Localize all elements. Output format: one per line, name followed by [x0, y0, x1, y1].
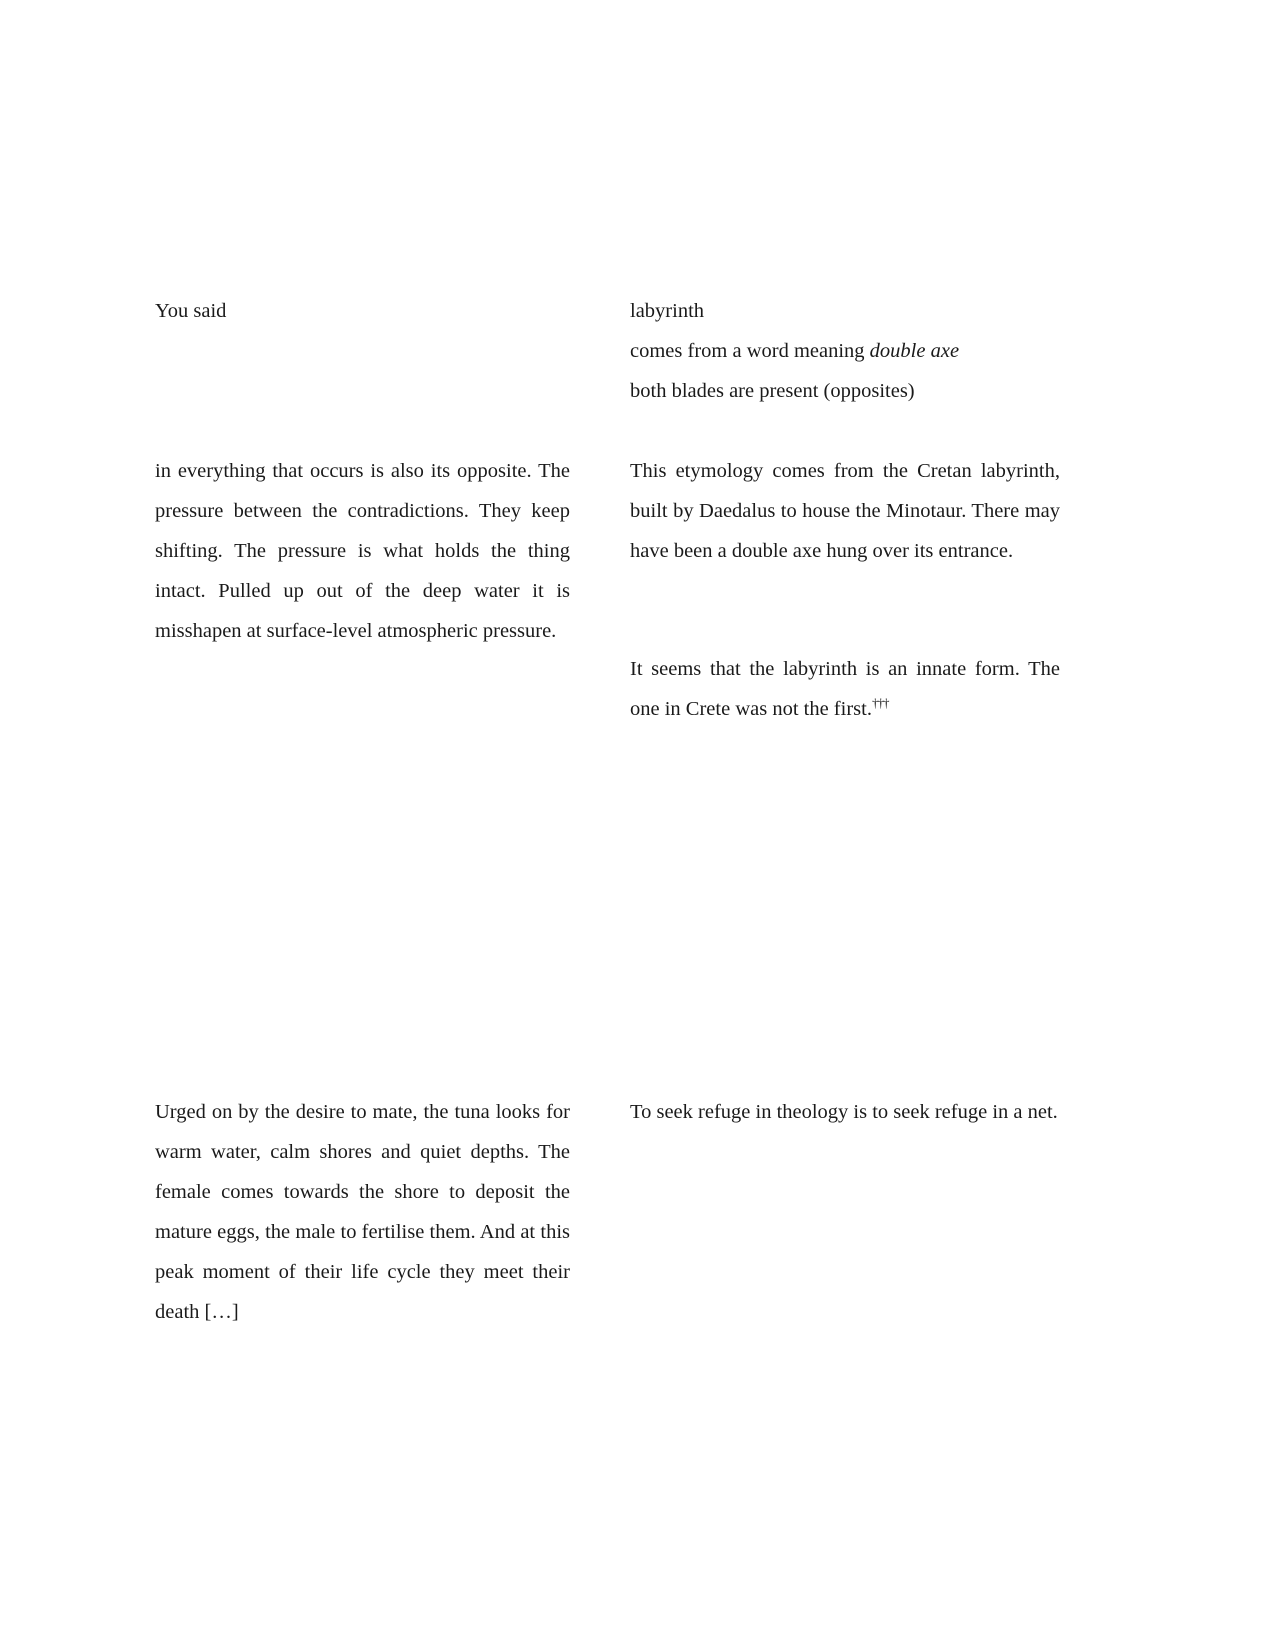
paragraph-etymology: This etymology comes from the Cretan labyrinth, built by Daedalus to house the Minotaur. There may have been a double axe hung over its entrance.	[630, 460, 1060, 562]
paragraph-tuna: Urged on by the desire to mate, the tuna looks for warm water, calm shores and quiet depths. The female comes towards the shore to deposit the mature eggs, the male to fertilise them. And at this peak moment of their life cycle they meet their death […]	[155, 1101, 570, 1323]
paragraph-pressure: in everything that occurs is also its opposite. The pressure between the contradictions. They keep shifting. The pressure is what holds the thing intact. Pulled up out of the deep water it is misshapen at surface-level atmospheric pressure.	[155, 460, 570, 642]
footnote-marker-daggers: †††	[871, 695, 889, 711]
stanza-line-2-italic: double axe	[869, 340, 960, 362]
stanza-line-2-roman: comes from a word meaning	[630, 340, 870, 362]
stanza-line-2	[630, 331, 1060, 371]
paragraph-theology: To seek refuge in theology is to seek refuge in a net.	[630, 1101, 1058, 1123]
paragraph-innate-form	[630, 649, 1060, 729]
stanza-line-1: labyrinth	[630, 300, 705, 322]
paragraph-innate-form-text: It seems that the labyrinth is an innate form. The one in Crete was not the first.	[630, 658, 1060, 720]
right-stanza	[630, 291, 1060, 411]
stanza-line-3: both blades are present (opposites)	[630, 380, 915, 402]
left-opening-line: You said	[155, 300, 227, 322]
